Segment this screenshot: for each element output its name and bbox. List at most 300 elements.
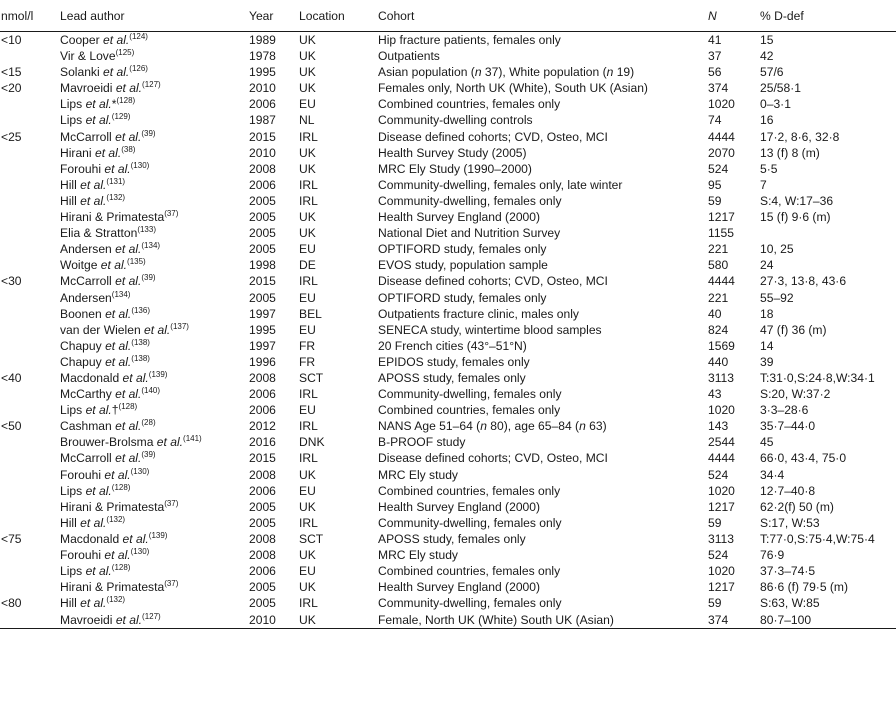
lead-author-cell [60,354,249,370]
author-name: Solanki [60,65,100,80]
year-cell: 2008 [249,370,276,385]
location-cell: SCT [299,531,324,546]
year-cell: 2006 [249,177,276,192]
location-cell: SCT [299,370,324,385]
cohort-cell: Community-dwelling, females only [378,596,562,611]
location-cell: IRL [299,193,318,208]
table-row [0,434,896,450]
author-name: Cooper [60,33,100,47]
table-row [0,579,896,595]
location-cell: IRL [299,274,318,289]
n-cell: 221 [708,242,729,257]
header-row [0,0,896,32]
header-cohort: Cohort [378,0,708,32]
author-name: Mavroeidi [60,81,113,96]
cohort-cell: Combined countries, females only [378,564,561,579]
et-al-label: et al. [104,548,131,562]
table-row [0,418,896,434]
author-name: McCarthy [60,387,112,402]
reference-number: (141) [183,434,202,444]
reference-number: (127) [142,611,161,621]
table-row [0,531,896,547]
lead-author-cell [60,515,249,531]
year-cell: 2008 [249,467,276,482]
et-al-label: et al. [85,113,112,128]
table-row [0,273,896,289]
threshold-cell [0,161,60,177]
author-name: Chapuy [60,354,102,369]
threshold-cell [0,193,60,209]
table-row [0,193,896,209]
header-year: Year [249,0,299,32]
location-cell: DE [299,258,316,273]
cohort-cell: Disease defined cohorts; CVD, Osteo, MCI [378,274,608,289]
year-cell: 2005 [249,210,276,225]
table-row [0,80,896,96]
threshold-cell [0,177,60,193]
n-cell: 1155 [708,226,735,241]
lead-author-cell [60,386,249,402]
year-cell: 2005 [249,499,276,514]
n-cell: 1569 [708,338,735,353]
n-cell: 221 [708,290,729,305]
table-row [0,241,896,257]
d-def-cell: 47 (f) 36 (m) [760,322,827,337]
location-cell: UK [299,580,316,595]
n-cell: 143 [708,419,729,434]
lead-author-cell [60,450,249,466]
table-row [0,177,896,193]
cohort-cell: Outpatients [378,49,440,64]
lead-author-cell [60,64,249,80]
reference-number: (126) [129,64,148,74]
d-def-cell: T:31·0,S:24·8,W:34·1 [760,370,875,385]
lead-author-cell [60,290,249,306]
d-def-cell: 24 [760,258,774,273]
cohort-cell: APOSS study, females only [378,370,526,385]
year-cell: 2012 [249,419,276,434]
author-name: McCarroll [60,274,112,289]
threshold-cell [0,402,60,418]
footnote-mark: † [111,403,119,418]
n-symbol: n [480,419,487,434]
reference-number: (133) [137,225,156,235]
d-def-cell: 62·2(f) 50 (m) [760,499,834,514]
author-name: Hill [60,596,77,611]
threshold-cell [0,322,60,338]
reference-number: (28) [141,418,156,428]
d-def-cell: S:4, W:17–36 [760,193,834,208]
threshold-cell [0,209,60,225]
cohort-cell: Health Survey England (2000) [378,210,541,225]
location-cell: NL [299,113,315,128]
author-name: Hill [60,177,77,192]
lead-author-cell [60,483,249,499]
lead-author-cell [60,145,249,161]
year-cell: 1978 [249,49,276,64]
lead-author-cell [60,257,249,273]
cohort-cell: Disease defined cohorts; CVD, Osteo, MCI [378,451,608,466]
cohort-cell: OPTIFORD study, females only [378,290,547,305]
n-cell: 1020 [708,403,735,418]
year-cell: 2008 [249,531,276,546]
reference-number: (130) [130,160,150,170]
location-cell: UK [299,467,316,482]
location-cell: UK [299,611,378,629]
location-cell: BEL [299,306,322,321]
et-al-label: et al. [115,242,142,257]
d-def-cell: 16 [760,113,774,128]
threshold-cell [0,611,60,629]
lead-author-cell [60,338,249,354]
et-al-label: et al. [144,322,171,337]
lead-author-cell [60,418,249,434]
n-symbol: n [606,65,614,80]
year-cell: 2006 [249,483,276,498]
location-cell: EU [299,403,316,418]
year-cell: 2006 [249,564,276,579]
cohort-cell: Community-dwelling, females only [378,515,562,530]
d-def-cell: 35·7–44·0 [760,419,816,434]
year-cell: 1995 [249,65,276,80]
threshold-cell: <15 [1,65,22,80]
et-al-label: et al. [104,161,131,176]
et-al-label: et al. [80,177,107,192]
et-al-label: et al. [115,129,142,144]
threshold-cell [0,483,60,499]
d-def-cell: 10, 25 [760,242,794,257]
cohort-cell: MRC Ely Study (1990–2000) [378,161,532,176]
reference-number: (132) [106,514,126,524]
et-al-label: et al. [105,306,132,321]
reference-number: (132) [106,595,126,605]
d-def-cell: 34·4 [760,467,785,482]
n-cell: 3113 [708,370,735,385]
reference-number: (124) [129,32,148,41]
lead-author-cell [60,306,249,322]
location-cell: UK [299,499,316,514]
lead-author-cell [60,129,249,145]
threshold-cell [0,290,60,306]
et-al-label: et al. [105,354,132,369]
d-def-cell: T:77·0,S:75·4,W:75·4 [760,531,875,546]
reference-number: (39) [141,450,156,460]
cohort-cell: Health Survey England (2000) [378,580,541,595]
author-name: Macdonald [60,370,120,385]
cohort-cell: APOSS study, females only [378,531,526,546]
threshold-cell [0,563,60,579]
et-al-label: et al. [80,515,107,530]
et-al-label: et al. [115,451,142,466]
n-cell: 59 [708,193,722,208]
table-row [0,595,896,611]
location-cell: FR [299,354,316,369]
n-cell: 1217 [708,499,735,514]
lead-author-cell [60,579,249,595]
author-name: van der Wielen [60,322,141,337]
et-al-label: et al. [103,65,130,80]
table-row [0,112,896,128]
cohort-cell: 20 French cities (43°–51°N) [378,338,527,353]
n-cell: 74 [708,113,722,128]
d-def-cell: 42 [760,49,774,64]
threshold-cell [0,112,60,128]
table-header [0,0,896,32]
reference-number: (39) [141,273,156,283]
d-def-cell: 14 [760,338,774,353]
et-al-label: et al. [122,370,149,385]
reference-number: (130) [130,466,150,476]
location-cell: FR [299,338,316,353]
d-def-cell: 86·6 (f) 79·5 (m) [760,580,849,595]
threshold-cell [0,48,60,64]
threshold-cell [0,579,60,595]
et-al-label: et al. [85,483,112,498]
n-cell: 59 [708,596,722,611]
header-lead-author: Lead author [60,0,249,32]
reference-number: (134) [141,241,161,251]
author-name: Forouhi [60,161,102,176]
n-symbol: n [579,419,586,434]
location-cell: EU [299,242,316,257]
author-name: Lips [60,403,83,418]
n-cell: 824 [708,322,729,337]
cohort-cell: Community-dwelling, females only [378,387,562,402]
threshold-cell [0,306,60,322]
n-cell: 37 [708,49,722,64]
n-cell: 2544 [708,435,735,450]
cohort-cell: Combined countries, females only [378,483,561,498]
reference-number: (128) [111,482,131,492]
table-row [0,450,896,466]
et-al-label: et al. [105,338,132,353]
lead-author-cell [60,209,249,225]
n-cell: 524 [708,161,729,176]
d-def-cell: 37·3–74·5 [760,564,816,579]
d-def-cell: S:63, W:85 [760,596,820,611]
n-cell: 1020 [708,483,735,498]
author-name: Lips [60,113,83,128]
table-row [0,402,896,418]
reference-number: (140) [141,386,161,396]
d-def-cell: 76·9 [760,548,785,562]
year-cell: 2015 [249,274,276,289]
year-cell: 1997 [249,306,276,321]
location-cell: IRL [299,596,318,611]
cohort-cell: NANS Age 51–64 (n 80), age 65–84 (n 63) [378,419,607,434]
location-cell: IRL [299,177,318,192]
reference-number: (135) [127,257,146,267]
reference-number: (130) [130,547,150,556]
table-row [0,209,896,225]
year-cell: 1995 [249,322,276,337]
location-cell: IRL [299,387,318,402]
year-cell: 1989 [249,33,276,47]
et-al-label: et al. [156,435,184,450]
et-al-label: et al. [103,33,130,47]
d-def-cell: 12·7–40·8 [760,483,816,498]
year-cell: 1996 [249,354,276,369]
location-cell: IRL [299,451,318,466]
year-cell: 2010 [249,611,299,629]
cohort-cell: Combined countries, females only [378,403,561,418]
table-row [0,499,896,515]
lead-author-cell [60,370,249,386]
threshold-cell [0,467,60,483]
threshold-cell [0,354,60,370]
threshold-cell: <50 [1,419,22,434]
lead-author-cell [60,467,249,483]
location-cell: EU [299,97,316,112]
reference-number: (125) [115,48,135,58]
author-name: Hill [60,193,77,208]
year-cell: 1987 [249,113,276,128]
cohort-cell: Community-dwelling, females only, late winter [378,177,623,192]
table-row [0,96,896,112]
table-row [0,64,896,80]
n-cell: 1020 [708,97,735,112]
n-cell: 524 [708,467,729,482]
reference-number: (136) [131,305,150,315]
threshold-cell [0,96,60,112]
d-def-cell: 0–3·1 [760,97,791,112]
author-name: Cashman [60,419,112,434]
d-def-cell: 17·2, 8·6, 32·8 [760,129,840,144]
cohort-cell: Disease defined cohorts; CVD, Osteo, MCI [378,129,608,144]
n-cell: 2070 [708,145,735,160]
threshold-cell [0,145,60,161]
d-def-cell: 3·3–28·6 [760,403,809,418]
location-cell: UK [299,81,316,96]
cohort-cell: EPIDOS study, females only [378,354,530,369]
location-cell: IRL [299,129,318,144]
n-symbol: n [474,65,482,80]
header-location: Location [299,0,378,32]
d-def-cell [760,225,896,241]
header-n: N [708,0,760,32]
table-row [0,129,896,145]
author-name: Hirani & Primatesta [60,499,165,514]
et-al-label: et al. [115,387,142,402]
cohort-cell: Community-dwelling, females only [378,193,562,208]
reference-number: (138) [131,353,150,363]
n-cell: 4444 [708,451,735,466]
reference-number: (37) [164,498,179,508]
reference-number: (134) [111,289,131,299]
et-al-label: et al. [115,612,143,627]
n-cell: 374 [708,81,729,96]
table-row [0,338,896,354]
reference-number: (129) [111,112,131,122]
location-cell: UK [299,161,316,176]
year-cell: 2015 [249,129,276,144]
reference-number: (127) [142,80,161,90]
lead-author-cell [60,112,249,128]
d-def-cell: S:17, W:53 [760,515,820,530]
lead-author-cell [60,161,249,177]
table-row [0,225,896,241]
author-name: Hirani [60,145,92,160]
location-cell: IRL [299,515,318,530]
year-cell: 2005 [249,242,276,257]
threshold-cell: <10 [1,33,22,47]
year-cell: 2006 [249,387,276,402]
n-cell: 41 [708,33,722,47]
author-name: Andersen [60,242,112,257]
cohort-cell: Females only, North UK (White), South UK (Asian) [378,81,648,96]
author-name: Macdonald [60,531,120,546]
n-cell: 1020 [708,564,735,579]
table-row [0,290,896,306]
d-def-cell: 25/58·1 [760,81,802,96]
lead-author-cell [60,531,249,547]
table-row [0,370,896,386]
threshold-cell [0,547,60,563]
footnote-mark: * [111,97,117,112]
location-cell: UK [299,145,316,160]
reference-number: (131) [106,176,126,186]
d-def-cell: 45 [760,435,774,450]
lead-author-cell [60,322,249,338]
lead-author-cell [60,241,249,257]
lead-author-cell [60,273,249,289]
cohort-cell: SENECA study, wintertime blood samples [378,322,602,337]
reference-number: (128) [118,402,138,412]
author-name: Lips [60,564,83,579]
year-cell: 2008 [249,161,276,176]
location-cell: IRL [299,419,318,434]
table-row [0,547,896,563]
table-row [0,354,896,370]
author-name: Hirani & Primatesta [60,580,165,595]
reference-number: (128) [111,563,131,573]
lead-author-cell [60,225,249,241]
lead-author-cell [60,177,249,193]
reference-number: (37) [164,209,179,219]
author-name: Woitge [60,258,98,273]
table-row [0,386,896,402]
author-name: Mavroeidi [60,612,113,627]
n-cell: 3113 [708,531,735,546]
reference-number: (139) [148,369,168,379]
d-def-cell: S:20, W:37·2 [760,387,831,402]
lead-author-cell [60,499,249,515]
n-cell: 95 [708,177,722,192]
year-cell: 2016 [249,435,276,450]
author-name: Forouhi [60,548,102,562]
threshold-cell [0,225,60,241]
year-cell: 2008 [249,548,276,562]
lead-author-cell [60,611,249,629]
author-name: Forouhi [60,467,102,482]
year-cell: 2006 [249,403,276,418]
n-cell: 56 [708,65,722,80]
threshold-cell: <40 [1,370,22,385]
lead-author-cell [60,32,249,49]
cohort-cell: B-PROOF study [378,435,466,450]
threshold-cell [0,338,60,354]
d-def-cell: 55–92 [760,290,794,305]
author-name: Brouwer-Brolsma [60,435,154,450]
location-cell: EU [299,483,316,498]
location-cell: UK [299,210,316,225]
d-def-cell: 15 (f) 9·6 (m) [760,210,831,225]
reference-number: (139) [148,530,168,540]
reference-number: (128) [116,96,136,106]
n-cell: 1217 [708,210,735,225]
threshold-cell [0,434,60,450]
lead-author-cell [60,547,249,563]
